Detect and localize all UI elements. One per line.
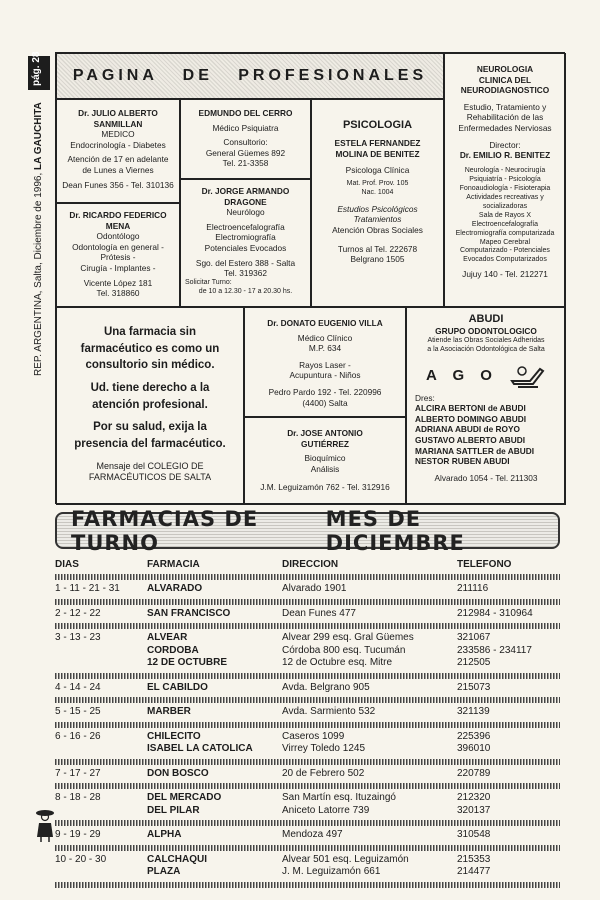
divider xyxy=(55,623,560,629)
doctor-name: Dr. DONATO EUGENIO VILLA xyxy=(267,318,383,328)
divider xyxy=(55,574,560,580)
consultorio-label: Consultorio: xyxy=(223,137,268,148)
card-dragone xyxy=(180,179,311,307)
address: General Güemes 892 xyxy=(205,147,286,158)
direccion-cell xyxy=(282,608,457,621)
table-row xyxy=(55,706,560,722)
farmacia-cell-line: SAN FRANCISCO xyxy=(147,607,231,619)
farmacia-cell-line: ALVARADO xyxy=(147,583,203,594)
direccion-cell-line: Virrey Toledo 1245 xyxy=(282,743,366,754)
phone: Tel. 21-3358 xyxy=(222,158,269,169)
service: Electroencefalografía xyxy=(471,220,539,228)
card-farmacia-message xyxy=(56,307,244,505)
card-villa xyxy=(244,307,406,417)
service: Potenciales Evocados xyxy=(204,243,287,254)
doctor-name: NESTOR RUBEN ABUDI xyxy=(415,456,510,467)
farmacias-table xyxy=(55,554,560,891)
direccion-cell xyxy=(282,632,457,670)
divider xyxy=(55,673,560,679)
direccion-cell-line: Alvear 299 esq. Gral Güemes xyxy=(282,632,414,643)
group-name: ABUDI xyxy=(468,313,504,325)
telefono-cell-line: 212320 xyxy=(457,792,491,803)
doctor-surname: GUTIÉRREZ xyxy=(301,438,349,449)
dias-cell: 2 - 12 - 22 xyxy=(55,607,101,619)
clinic-name: NEUROLOGIA xyxy=(476,64,534,74)
specialty: Psicologa Clínica xyxy=(345,165,410,176)
direccion-cell xyxy=(282,731,457,756)
farmacia-cell-line: MARBER xyxy=(147,706,191,717)
direccion-cell-line: Mendoza 497 xyxy=(282,829,343,840)
masthead-prefix: REP. ARGENTINA, Salta, Diciembre de 1996, xyxy=(33,169,44,376)
service: Acupuntura - Niños xyxy=(289,370,361,381)
doctor-name: GUSTAVO ALBERTO ABUDI xyxy=(415,435,526,446)
card-mena xyxy=(56,203,180,307)
dias-cell: 6 - 16 - 26 xyxy=(55,730,101,742)
telefono-cell xyxy=(457,768,560,781)
table-row xyxy=(55,768,560,784)
farmacia-cell-line: ALVEAR xyxy=(147,632,188,643)
farmacia-cell-line: DEL MERCADO xyxy=(147,792,222,803)
divider xyxy=(55,820,560,826)
address: Alvarado 1054 - Tel. 211303 xyxy=(434,472,538,483)
service: Neurología - Neurocirugía xyxy=(464,166,546,174)
telefono-cell xyxy=(457,583,560,596)
dentist-chair-icon xyxy=(508,361,546,391)
side-strip xyxy=(28,51,50,376)
table-row xyxy=(55,583,560,599)
farmacia-cell xyxy=(147,682,282,695)
telefono-cell-line: 212984 - 310964 xyxy=(457,607,533,619)
farmacia-cell xyxy=(147,706,282,719)
table-body xyxy=(55,583,560,888)
service: Prótesis - xyxy=(100,252,136,263)
service: Electroencefalografía xyxy=(206,221,285,232)
director-name: Dr. EMILIO R. BENITEZ xyxy=(459,150,551,161)
message-line: farmacéutico es como un xyxy=(80,342,220,355)
ago-logo-text: A G O xyxy=(426,367,498,384)
direccion-cell xyxy=(282,792,457,817)
doctor-surname: DRAGONE xyxy=(224,196,267,207)
farmacia-cell-line: ALPHA xyxy=(147,829,182,840)
farmacia-cell xyxy=(147,632,282,670)
specialty: Médico Psiquiatra xyxy=(212,122,279,133)
table-row xyxy=(55,854,560,882)
ago-logo xyxy=(407,361,565,391)
service: Sala de Rayos X xyxy=(478,211,532,219)
service: socializadoras xyxy=(482,202,528,210)
message-line: Por su salud, exija la xyxy=(93,421,207,434)
direccion-cell-line: Caseros 1099 xyxy=(282,730,345,742)
specialty: Médico Clínico xyxy=(297,332,353,343)
phone: Tel. 318860 xyxy=(96,288,140,299)
address: Vicente López 181 xyxy=(83,277,153,288)
farmacia-cell-line: CALCHAQUI xyxy=(147,853,207,865)
turno-hours: de 10 a 12.30 - 17 a 20.30 hs. xyxy=(198,287,293,295)
farmacia-cell xyxy=(147,829,282,842)
address: Dean Funes 356 - Tel. 310136 xyxy=(62,179,174,190)
card-psicologia xyxy=(311,99,444,307)
table-header xyxy=(55,554,560,574)
telefono-cell xyxy=(457,632,560,670)
page-number: pág. 28 xyxy=(31,51,42,86)
specialty: Bioquímico xyxy=(304,453,346,464)
service: Computarizado - Potenciales xyxy=(460,247,550,255)
doctor-name: EDMUNDO DEL CERRO xyxy=(198,108,293,118)
license-provincial: Mat. Prof. Prov. 105 xyxy=(346,179,409,187)
direccion-cell-line: San Martín esq. Ituzaingó xyxy=(282,792,396,803)
service: Electromiografía computarizada xyxy=(455,229,555,237)
telefono-cell-line: 220789 xyxy=(457,767,491,779)
doctor-name: Dr. JULIO ALBERTO xyxy=(78,108,158,118)
direccion-cell xyxy=(282,706,457,719)
dias-cell: 1 - 11 - 21 - 31 xyxy=(55,583,120,594)
card-neurologia xyxy=(444,53,566,307)
service: Cirugía - Implantes - xyxy=(80,263,156,274)
page-banner xyxy=(56,53,444,99)
direccion-cell-line: Córdoba 800 esq. Tucumán xyxy=(282,644,406,656)
dias-cell: 9 - 19 - 29 xyxy=(55,829,101,840)
divider xyxy=(55,697,560,703)
direccion-cell-line: Avda. Belgrano 905 xyxy=(282,681,370,693)
farmacias-title: FARMACIAS DE TURNO xyxy=(71,506,259,555)
direccion-cell-line: Dean Funes 477 xyxy=(282,607,356,619)
director-label: Director: xyxy=(489,139,521,150)
direccion-cell-line: Aniceto Latorre 739 xyxy=(282,804,370,816)
header-telefono: TELEFONO xyxy=(457,558,512,570)
message-line: Una farmacia sin xyxy=(103,326,197,338)
service: Evocados Computarizados xyxy=(463,256,547,264)
direccion-cell-line: Alvarado 1901 xyxy=(282,583,347,594)
dias-cell: 3 - 13 - 23 xyxy=(55,632,101,643)
telefono-cell-line: 320137 xyxy=(457,804,491,816)
divider xyxy=(55,882,560,888)
farmacia-cell-line: 12 DE OCTUBRE xyxy=(147,657,228,668)
divider xyxy=(55,759,560,765)
group-subtitle: GRUPO ODONTOLOGICO xyxy=(435,326,537,337)
card-abudi xyxy=(406,307,566,505)
telefono-cell-line: 225396 xyxy=(457,730,491,742)
direccion-cell xyxy=(282,768,457,781)
service: Odontología en general - xyxy=(72,241,164,252)
telefono-cell xyxy=(457,731,560,756)
direccion-cell xyxy=(282,829,457,842)
table-row xyxy=(55,792,560,820)
message-line: atención profesional. xyxy=(92,398,208,411)
farmacia-cell-line: CORDOBA xyxy=(147,644,199,656)
gaucho-figure-icon xyxy=(34,807,56,843)
dias-cell: 7 - 17 - 27 xyxy=(55,767,101,779)
doctor-surname: MENA xyxy=(105,220,131,231)
message-line: consultorio sin médico. xyxy=(85,359,215,372)
message-source: FARMACÉUTICOS DE SALTA xyxy=(88,472,212,483)
farmacia-cell xyxy=(147,583,282,596)
telefono-cell xyxy=(457,682,560,695)
table-row xyxy=(55,632,560,673)
doctor-name: ADRIANA ABUDI de ROYO xyxy=(415,424,520,435)
description: Rehabilitación de las xyxy=(466,112,544,123)
card-gutierrez xyxy=(244,417,406,505)
direccion-cell-line: J. M. Leguizamón 661 xyxy=(282,866,381,877)
telefono-cell-line: 321067 xyxy=(457,632,491,643)
address: Jujuy 140 - Tel. 212271 xyxy=(462,269,548,280)
telefono-cell-line: 396010 xyxy=(457,743,491,754)
header-dias: DIAS xyxy=(55,558,79,570)
dias-cell: 8 - 18 - 28 xyxy=(55,792,101,803)
farmacia-cell-line: EL CABILDO xyxy=(147,681,208,693)
farmacia-cell-line: CHILECITO xyxy=(147,730,201,742)
doctor-name: MARIANA SATTLER de ABUDI xyxy=(415,445,535,456)
hours: Atención de 17 en adelante xyxy=(67,154,169,165)
farmacia-cell xyxy=(147,768,282,781)
section-heading: PSICOLOGIA xyxy=(342,119,413,131)
coverage-note: a la Asociación Odontológica de Salta xyxy=(427,345,545,353)
specialty: Neurólogo xyxy=(226,207,265,218)
telefono-cell-line: 321139 xyxy=(457,706,490,717)
service: Electromiografía xyxy=(215,232,276,243)
license: M.P. 634 xyxy=(308,343,342,354)
farmacia-cell xyxy=(147,731,282,756)
telefono-cell-line: 212505 xyxy=(457,657,491,668)
card-sanmillan xyxy=(56,99,180,203)
clinic-name: CLINICA DEL xyxy=(478,74,532,85)
table-row xyxy=(55,682,560,698)
phone: Tel. 319362 xyxy=(224,268,267,279)
service: Tratamientos xyxy=(353,214,402,225)
telefono-cell xyxy=(457,792,560,817)
divider xyxy=(55,599,560,605)
telefono-cell xyxy=(457,608,560,621)
address: Pedro Pardo 192 - Tel. 220996 xyxy=(268,387,382,398)
telefono-cell xyxy=(457,706,560,719)
doctor-name: Dr. JORGE ARMANDO xyxy=(201,186,290,196)
service: Psiquiatría - Psicología xyxy=(469,175,541,183)
service: Análisis xyxy=(310,463,340,474)
direccion-cell xyxy=(282,583,457,596)
specialty: Odontólogo xyxy=(96,231,140,242)
doctor-name: Dr. RICARDO FEDERICO xyxy=(69,210,167,220)
farmacia-cell xyxy=(147,608,282,621)
divider xyxy=(55,845,560,851)
service: Estudios Psicológicos xyxy=(337,203,418,214)
banner-title: PAGINA DE PROFESIONALES xyxy=(72,66,428,84)
divider xyxy=(55,783,560,789)
farmacia-cell xyxy=(147,792,282,817)
turno-label: Solicitar Turno: xyxy=(185,278,232,286)
farmacia-cell-line: DON BOSCO xyxy=(147,767,209,779)
masthead-line xyxy=(32,56,46,376)
telefono-cell-line: 310548 xyxy=(457,829,491,840)
telefono-cell xyxy=(457,854,560,879)
farmacia-cell-line: ISABEL LA CATOLICA xyxy=(147,743,253,754)
message-line: Ud. tiene derecho a la xyxy=(90,382,210,395)
telefono-cell-line: 211116 xyxy=(457,583,489,594)
description: Enfermedades Nerviosas xyxy=(458,123,552,134)
masthead-name: LA GAUCHITA xyxy=(33,102,44,170)
address: Belgrano 1505 xyxy=(350,254,405,265)
service: Fonoaudiología - Fisioterapia xyxy=(459,184,551,192)
coverage-note: Atiende las Obras Sociales Adheridas xyxy=(427,336,545,344)
telefono-cell-line: 233586 - 234117 xyxy=(457,644,532,656)
dias-cell: 4 - 14 - 24 xyxy=(55,681,101,693)
service: Actividades recreativas y xyxy=(466,193,544,201)
doctor-name: ALBERTO DOMINGO ABUDI xyxy=(415,413,527,424)
message-line: presencia del farmacéutico. xyxy=(74,438,226,451)
direccion-cell xyxy=(282,854,457,879)
doctor-surname: MOLINA DE BENITEZ xyxy=(335,148,420,159)
telefono-cell xyxy=(457,829,560,842)
service: Mapeo Cerebral xyxy=(479,238,531,246)
doctors-label: Dres: xyxy=(415,392,435,403)
message-source: Mensaje del COLEGIO DE xyxy=(96,460,204,471)
service: Atención Obras Sociales xyxy=(332,225,423,236)
direccion-cell-line: 12 de Octubre esq. Mitre xyxy=(282,657,393,668)
farmacias-banner xyxy=(55,506,560,555)
farmacia-cell xyxy=(147,854,282,879)
dias-cell: 5 - 15 - 25 xyxy=(55,706,101,717)
header-direccion: DIRECCION xyxy=(282,558,339,570)
dias-cell: 10 - 20 - 30 xyxy=(55,853,107,865)
farmacia-cell-line: PLAZA xyxy=(147,866,181,877)
card-cerro xyxy=(180,99,311,179)
days: de Lunes a Viernes xyxy=(82,165,154,176)
description: Estudio, Tratamiento y xyxy=(463,101,547,112)
telefono-cell-line: 215353 xyxy=(457,853,491,865)
phone: Turnos al Tel. 222678 xyxy=(337,243,418,254)
address: J.M. Leguizamón 762 - Tel. 312916 xyxy=(260,482,390,493)
farmacias-month: MES DE DICIEMBRE xyxy=(325,506,465,555)
direccion-cell-line: Avda. Sarmiento 532 xyxy=(282,706,376,717)
service: Rayos Laser - xyxy=(299,359,351,370)
telefono-cell-line: 214477 xyxy=(457,866,491,877)
doctor-name: ALCIRA BERTONI de ABUDI xyxy=(415,403,526,414)
table-row xyxy=(55,731,560,759)
direccion-cell xyxy=(282,682,457,695)
clinic-name: NEURODIAGNOSTICO xyxy=(460,85,550,96)
table-row xyxy=(55,608,560,624)
divider xyxy=(55,722,560,728)
direccion-cell-line: Alvear 501 esq. Leguizamón xyxy=(282,853,409,865)
specialty-detail: Endocrinología - Diabetes xyxy=(70,139,166,150)
telefono-cell-line: 215073 xyxy=(457,681,491,693)
farmacia-cell-line: DEL PILAR xyxy=(147,804,200,816)
table-row xyxy=(55,829,560,845)
doctor-surname: SANMILLAN xyxy=(93,118,143,129)
license-national: Nac. 1004 xyxy=(361,188,394,196)
directory-grid xyxy=(55,52,565,504)
address: Sgo. del Estero 388 - Salta xyxy=(195,257,296,268)
city: (4400) Salta xyxy=(302,397,348,408)
header-farmacia: FARMACIA xyxy=(147,558,200,570)
direccion-cell-line: 20 de Febrero 502 xyxy=(282,767,365,779)
specialty: MEDICO xyxy=(101,129,135,140)
doctor-name: Dr. JOSE ANTONIO xyxy=(287,428,363,438)
doctor-name: ESTELA FERNANDEZ xyxy=(334,138,421,149)
